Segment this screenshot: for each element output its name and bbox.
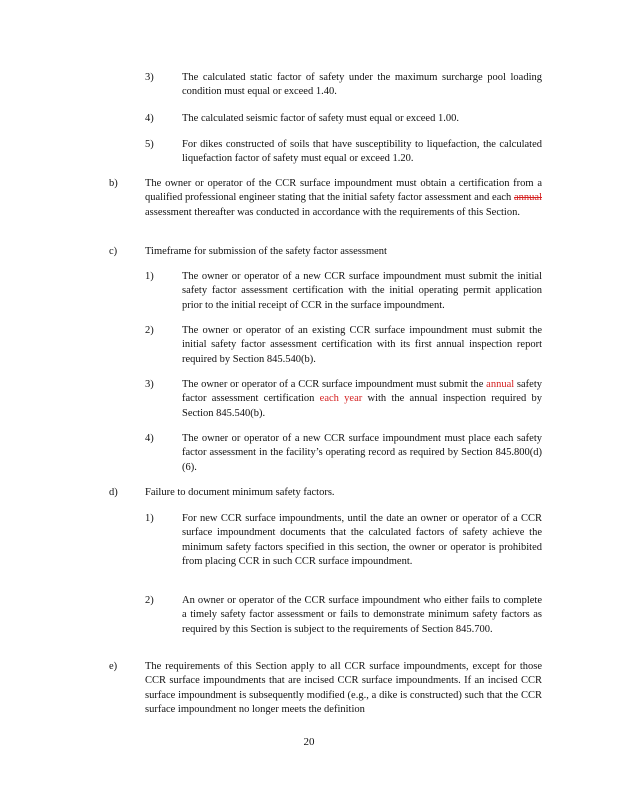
- section-e-text: The requirements of this Section apply to all CCR surface impoundments, except for those CCR surface impoundments that are incised CCR surface impoundments. If an incised CCR surface impoundment is subsequently modified (e.g., a dike is constructed) such that the CCR surface impoundment no longer meets the definition: [145, 661, 542, 716]
- item-label: 3): [145, 72, 154, 83]
- subsection-text: [182, 378, 542, 421]
- subsection-text: The calculated static factor of safety under the maximum surcharge pool loading condition must equal or exceed 1.40.: [182, 72, 542, 98]
- section-label: b): [109, 178, 118, 189]
- text-part: The owner or operator of a CCR surface impoundment must submit the: [182, 379, 487, 390]
- subsection-text: An owner or operator of the CCR surface impoundment who either fails to complete a timely safety factor assessment or fails to demonstrate minimum safety factors as required by this Section is subject to the requirements of Section 845.700.: [182, 595, 542, 635]
- item-label: 4): [145, 113, 154, 124]
- subsection-text: For new CCR surface impoundments, until the date an owner or operator of a CCR surface impoundment documents that the calculated factors of safety achieve the minimum safety factors specified in this section, the owner or operator is prohibited from placing CCR in such CCR surface impoundment.: [182, 513, 542, 568]
- item-label: 1): [145, 271, 154, 282]
- section-heading: Failure to document minimum safety factors.: [145, 487, 335, 498]
- item-label: 1): [145, 513, 154, 524]
- inserted-text: annual: [486, 379, 515, 390]
- subsection-text: The owner or operator of an existing CCR surface impoundment must submit the initial safety factor assessment certification with its first annual inspection report required by Section 845.540(b).: [182, 325, 542, 365]
- item-label: 5): [145, 139, 154, 150]
- section-heading: Timeframe for submission of the safety factor assessment: [145, 246, 387, 257]
- text-after: assessment thereafter was conducted in accordance with the requirements of this Section.: [145, 206, 520, 218]
- page-number: 20: [303, 736, 315, 748]
- subsection-text: The owner or operator of a new CCR surface impoundment must submit the initial safety factor assessment certification with the initial operating permit application prior to the initial receipt of CCR in the surface impoundment.: [182, 271, 542, 311]
- text-part: with the annual inspection required by Section 845.540(b).: [182, 393, 542, 419]
- subsection-text: The owner or operator of a new CCR surface impoundment must place each safety factor assessment in the facility’s operating record as required by Section 845.800(d)(6).: [182, 433, 542, 473]
- inserted-text: each year: [319, 393, 363, 405]
- section-label: d): [109, 487, 118, 498]
- deleted-text: annual: [514, 192, 542, 204]
- subsection-text: For dikes constructed of soils that have susceptibility to liquefaction, the calculated liquefaction factor of safety must equal or exceed 1.20.: [182, 139, 542, 165]
- section-b-text: [145, 177, 542, 220]
- text-part: safety factor assessment certification: [182, 379, 542, 405]
- section-label: e): [109, 661, 118, 672]
- subsection-text: The calculated seismic factor of safety must equal or exceed 1.00.: [182, 113, 459, 124]
- item-label: 2): [145, 325, 154, 336]
- item-label: 3): [145, 379, 154, 390]
- section-label: c): [109, 246, 118, 257]
- text-before: The owner or operator of the CCR surface impoundment must obtain a certification from a qualified professional engineer stating that the initial safety factor assessment and each: [145, 178, 542, 204]
- item-label: 2): [145, 595, 154, 606]
- item-label: 4): [145, 433, 154, 444]
